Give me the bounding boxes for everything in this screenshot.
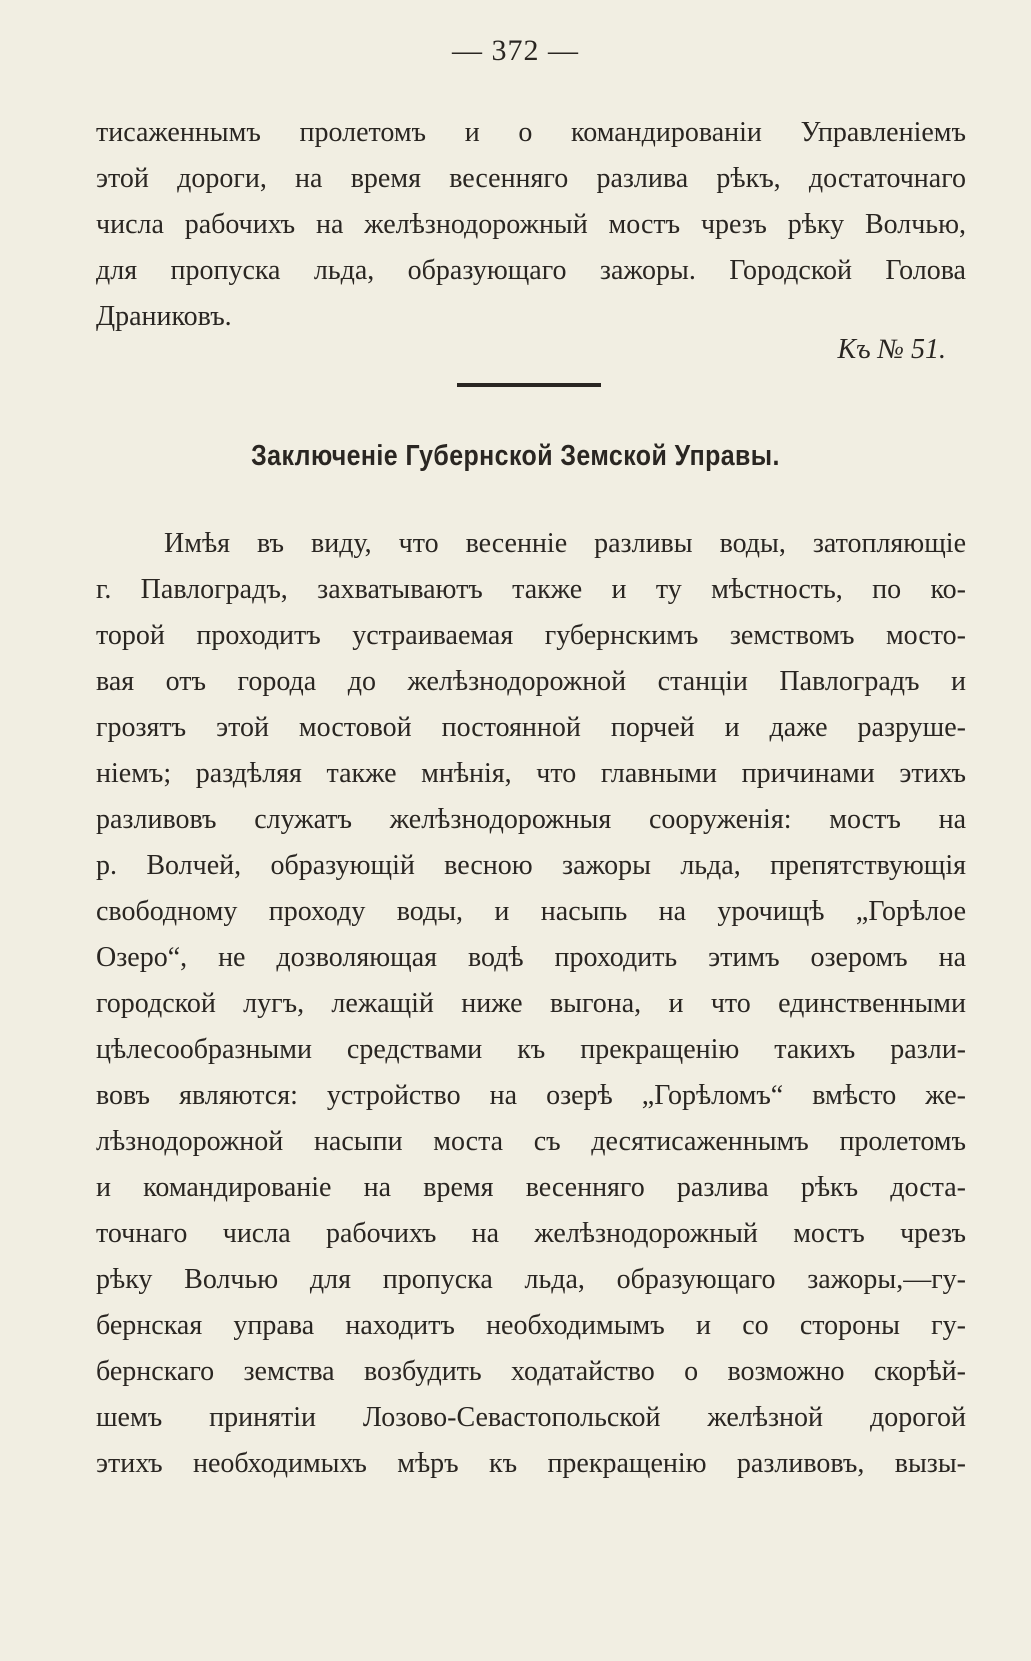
reference-note: Къ № 51. (837, 334, 946, 365)
text-line: шемъ принятіи Лозово-Севастопольской желѣзной дорогой (96, 1402, 966, 1433)
text-line: ніемъ; раздѣляя также мнѣнія, что главными причинами этихъ (96, 758, 966, 789)
text-line: Имѣя въ виду, что весенніе разливы воды, затопляющіе (164, 528, 966, 559)
text-line: р. Волчей, образующій весною зажоры льда, препятствующія (96, 850, 966, 881)
text-line: Драниковъ. (96, 301, 232, 332)
text-line: тисаженнымъ пролетомъ и о командированіи Управленіемъ (96, 117, 966, 148)
section-divider (457, 383, 601, 387)
text-line: цѣлесообразными средствами къ прекращенію такихъ разли- (96, 1034, 966, 1065)
text-line: числа рабочихъ на желѣзнодорожный мостъ чрезъ рѣку Волчью, (96, 209, 966, 240)
page-number: — 372 — (452, 34, 579, 67)
text-line: вовъ являются: устройство на озерѣ „Горѣломъ“ вмѣсто же- (96, 1080, 966, 1111)
text-line: грозятъ этой мостовой постоянной порчей и даже разруше- (96, 712, 966, 743)
text-line: этихъ необходимыхъ мѣръ къ прекращенію разливовъ, вызы- (96, 1448, 966, 1479)
text-line: городской лугъ, лежащій ниже выгона, и что единственными (96, 988, 966, 1019)
text-line: лѣзнодорожной насыпи моста съ десятисаженнымъ пролетомъ (96, 1126, 966, 1157)
text-line: бернская управа находитъ необходимымъ и со стороны гу- (96, 1310, 966, 1341)
text-line: точнаго числа рабочихъ на желѣзнодорожный мостъ чрезъ (96, 1218, 966, 1249)
text-line: для пропуска льда, образующаго зажоры. Городской Голова (96, 255, 966, 286)
text-line: бернскаго земства возбудить ходатайство о возможно скорѣй- (96, 1356, 966, 1387)
text-line: вая отъ города до желѣзнодорожной станціи Павлоградъ и (96, 666, 966, 697)
text-line: Озеро“, не дозволяющая водѣ проходить этимъ озеромъ на (96, 942, 966, 973)
body-paragraph (96, 521, 966, 1487)
text-line: свободному проходу воды, и насыпь на урочищѣ „Горѣлое (96, 896, 966, 927)
text-line: рѣку Волчью для пропуска льда, образующаго зажоры,—гу- (96, 1264, 966, 1295)
text-line: торой проходитъ устраиваемая губернскимъ земствомъ мосто- (96, 620, 966, 651)
continuation-paragraph (96, 110, 966, 340)
section-heading: Заключеніе Губернской Земской Управы. (251, 440, 780, 472)
text-line: г. Павлоградъ, захватываютъ также и ту мѣстность, по ко- (96, 574, 966, 605)
text-line: этой дороги, на время весенняго разлива рѣкъ, достаточнаго (96, 163, 966, 194)
text-line: разливовъ служатъ желѣзнодорожныя сооруженія: мостъ на (96, 804, 966, 835)
text-line: и командированіе на время весенняго разлива рѣкъ доста- (96, 1172, 966, 1203)
